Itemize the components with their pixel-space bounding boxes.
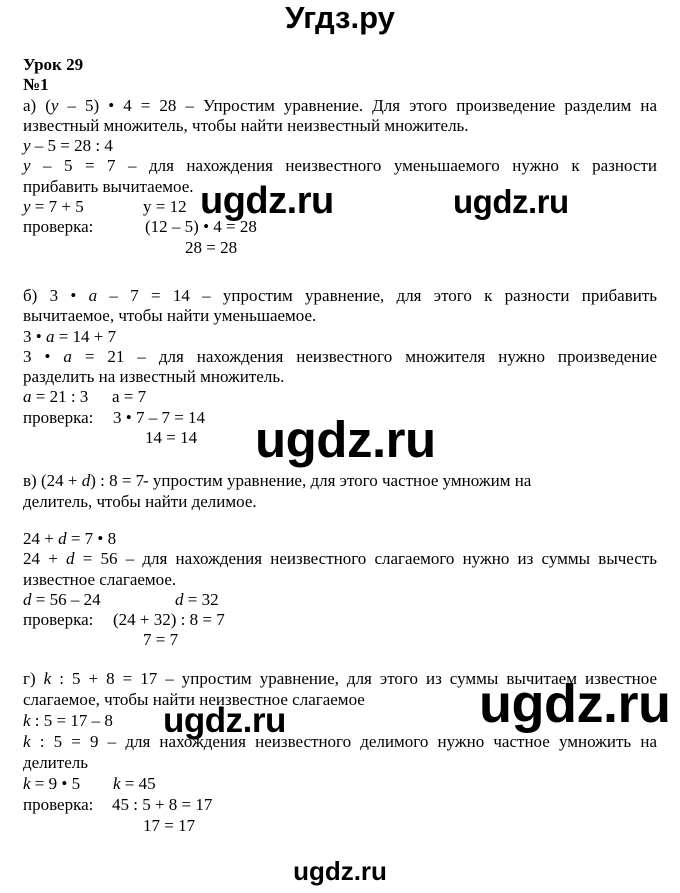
text-line bbox=[23, 367, 657, 387]
text-segment: – 5 = 7 – для нахождения неизвестного уменьшаемого нужно к разности bbox=[30, 156, 657, 176]
text-segment: вычитаемое, чтобы найти уменьшаемое. bbox=[23, 306, 317, 326]
text-segment: делитель bbox=[23, 752, 88, 772]
equation-variable: y bbox=[23, 136, 31, 156]
footer-watermark: ugdz.ru bbox=[293, 856, 387, 886]
math-cell bbox=[143, 471, 531, 491]
math-cell bbox=[185, 238, 237, 258]
text-line bbox=[23, 570, 657, 590]
section-lesson-heading bbox=[23, 55, 657, 96]
text-segment: известное слагаемое. bbox=[23, 569, 177, 589]
math-cell bbox=[23, 773, 80, 794]
text-line bbox=[23, 306, 657, 326]
math-cell bbox=[112, 387, 146, 407]
math-line bbox=[23, 387, 657, 407]
text-segment: в) (24 + bbox=[23, 471, 82, 491]
text-line bbox=[23, 347, 657, 367]
math-line bbox=[23, 794, 657, 815]
math-line bbox=[23, 610, 657, 630]
site-logo-title: Угдз.ру bbox=[285, 0, 395, 35]
text-segment: = 21 : 3 bbox=[31, 387, 89, 407]
text-segment: ) : 8 = 7 bbox=[90, 471, 145, 491]
text-segment: – 5 = 28 : 4 bbox=[30, 136, 113, 156]
text-segment: Урок 29 bbox=[23, 55, 84, 74]
math-cell bbox=[112, 794, 212, 815]
text-segment: 24 + bbox=[23, 528, 59, 548]
equation-variable: y bbox=[50, 95, 59, 115]
text-segment: - упростим уравнение, для этого частное умножим на bbox=[143, 471, 532, 491]
text-segment: : 5 = 17 – 8 bbox=[30, 710, 113, 730]
equation-variable: a bbox=[45, 326, 55, 346]
text-line bbox=[23, 116, 657, 136]
text-line bbox=[23, 529, 657, 549]
equation-variable: y bbox=[23, 156, 31, 176]
equation-variable: d bbox=[23, 589, 32, 609]
math-line bbox=[23, 815, 657, 836]
equation-variable: d bbox=[58, 528, 67, 548]
text-segment: = 7 • 8 bbox=[66, 528, 117, 548]
math-cell bbox=[23, 387, 88, 407]
text-line bbox=[23, 136, 657, 156]
math-cell bbox=[23, 794, 93, 815]
equation-variable: a bbox=[63, 346, 72, 366]
math-cell bbox=[145, 428, 197, 448]
text-line bbox=[23, 752, 657, 773]
text-segment: a = 7 bbox=[112, 387, 147, 407]
math-cell bbox=[143, 197, 187, 217]
math-cell bbox=[175, 590, 219, 610]
text-segment: 45 : 5 + 8 = 17 bbox=[112, 794, 213, 814]
text-line bbox=[23, 492, 657, 512]
text-segment: разделить на известный множитель. bbox=[23, 367, 285, 387]
math-cell bbox=[23, 610, 93, 630]
text-segment: (12 – 5) • 4 = 28 bbox=[145, 217, 257, 237]
text-segment: = 7 + 5 bbox=[30, 197, 84, 217]
text-segment: = 56 – 24 bbox=[31, 589, 101, 609]
math-cell bbox=[23, 590, 101, 610]
math-cell bbox=[113, 773, 156, 794]
text-segment: делитель, чтобы найти делимое. bbox=[23, 491, 257, 511]
text-segment: проверка: bbox=[23, 794, 94, 814]
math-cell bbox=[23, 408, 93, 428]
text-line bbox=[23, 96, 657, 116]
math-cell bbox=[23, 197, 84, 217]
watermark-ugdz-3: ugdz.ru bbox=[255, 411, 436, 468]
text-segment: – 5) • 4 = 28 – Упростим уравнение. Для этого произведение разделим на bbox=[58, 95, 657, 115]
text-segment: 17 = 17 bbox=[143, 815, 196, 835]
math-cell bbox=[113, 408, 205, 428]
math-cell bbox=[23, 217, 93, 237]
text-segment: : 5 + 8 = 17 – упростим уравнение, для этого из суммы вычитаем известное bbox=[51, 668, 658, 688]
math-line bbox=[23, 773, 657, 794]
equation-variable: a bbox=[88, 285, 98, 305]
text-segment: 28 = 28 bbox=[185, 237, 238, 257]
equation-variable: d bbox=[175, 589, 184, 609]
text-segment: 3 • 7 – 7 = 14 bbox=[113, 407, 206, 427]
watermark-ugdz-4: ugdz.ru bbox=[163, 701, 286, 740]
text-line bbox=[23, 156, 657, 176]
math-cell bbox=[143, 815, 195, 836]
text-segment: = 45 bbox=[120, 773, 156, 793]
text-segment: = 9 • 5 bbox=[30, 773, 81, 793]
text-segment: = 21 – для нахождения неизвестного множителя нужно произведение bbox=[71, 346, 658, 366]
math-line bbox=[23, 217, 657, 237]
text-segment: г) bbox=[23, 668, 44, 688]
text-segment: (24 + 32) : 8 = 7 bbox=[113, 610, 225, 630]
equation-variable: k bbox=[23, 731, 31, 751]
math-cell bbox=[23, 471, 144, 491]
text-segment: 7 = 7 bbox=[143, 630, 179, 650]
text-segment: проверка: bbox=[23, 610, 94, 630]
text-segment: проверка: bbox=[23, 217, 94, 237]
equation-variable: a bbox=[23, 387, 32, 407]
text-segment: = 56 – для нахождения неизвестного слагаемого нужно из суммы вычесть bbox=[74, 549, 657, 569]
watermark-ugdz-2: ugdz.ru bbox=[453, 183, 569, 220]
equation-variable: k bbox=[23, 710, 31, 730]
text-line bbox=[23, 327, 657, 347]
math-line bbox=[23, 630, 657, 650]
text-segment: б) 3 • bbox=[23, 285, 89, 305]
equation-variable: d bbox=[66, 549, 75, 569]
text-line bbox=[23, 55, 657, 75]
text-segment: 3 • bbox=[23, 326, 46, 346]
text-segment: = 32 bbox=[183, 589, 219, 609]
text-segment: прибавить вычитаемое. bbox=[23, 176, 194, 196]
math-line bbox=[23, 590, 657, 610]
text-segment: №1 bbox=[23, 75, 49, 95]
text-segment: : 5 = 9 – для нахождения неизвестного делимого нужно частное умножить на bbox=[30, 731, 657, 751]
text-segment: 3 • bbox=[23, 346, 64, 366]
text-segment: проверка: bbox=[23, 407, 94, 427]
equation-variable: k bbox=[43, 668, 52, 688]
watermark-ugdz-1: ugdz.ru bbox=[200, 180, 334, 222]
equation-variable: d bbox=[81, 471, 91, 491]
text-segment: слагаемое, чтобы найти неизвестное слагаемое bbox=[23, 689, 365, 709]
equation-variable: k bbox=[23, 773, 31, 793]
text-line bbox=[23, 75, 657, 95]
section-part-v bbox=[23, 471, 657, 650]
text-segment: = 14 + 7 bbox=[54, 326, 117, 346]
math-line bbox=[23, 238, 657, 258]
text-line bbox=[23, 286, 657, 306]
text-segment: а) ( bbox=[23, 95, 51, 115]
text-segment: известный множитель, чтобы найти неизвестный множитель. bbox=[23, 115, 469, 135]
text-segment: 14 = 14 bbox=[145, 428, 198, 448]
text-segment: – 7 = 14 – упростим уравнение, для этого к разности прибавить bbox=[97, 285, 657, 305]
equation-variable: k bbox=[113, 773, 121, 793]
math-cell bbox=[113, 610, 225, 630]
equation-variable: y bbox=[23, 197, 31, 217]
text-segment: y = 12 bbox=[143, 197, 187, 217]
math-cell bbox=[143, 630, 178, 650]
watermark-ugdz-5: ugdz.ru bbox=[479, 674, 671, 734]
math-line bbox=[23, 471, 657, 491]
text-line bbox=[23, 549, 657, 569]
text-segment: 24 + bbox=[23, 549, 66, 569]
section-part-a bbox=[23, 96, 657, 258]
